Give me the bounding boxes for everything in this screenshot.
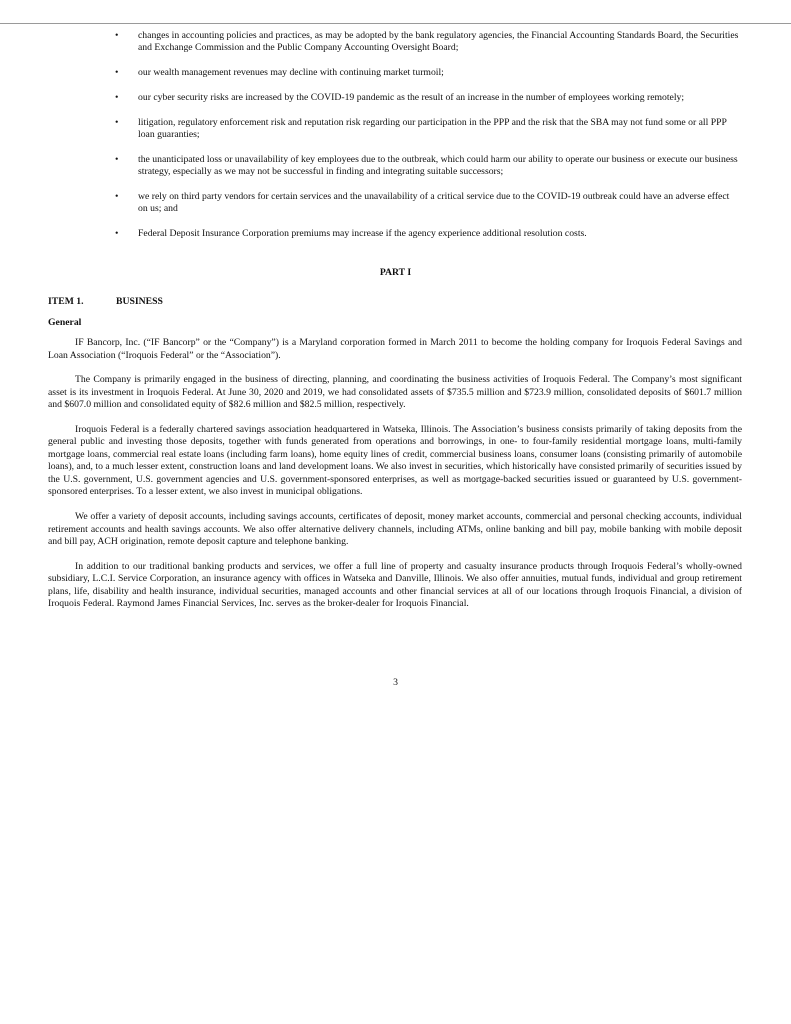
bullet-text: Federal Deposit Insurance Corporation premiums may increase if the agency experience additional resolution costs. xyxy=(138,227,587,239)
bullet-icon: • xyxy=(115,190,119,202)
bullet-icon: • xyxy=(115,67,119,79)
paragraph: IF Bancorp, Inc. (“IF Bancorp” or the “Company”) is a Maryland corporation formed in March 2011 to become the holding company for Iroquois Federal Savings and Loan Association (“Iroquois Federal” or the “Association”). xyxy=(48,337,742,361)
bullet-text: the unanticipated loss or unavailability of key employees due to the outbreak, which could harm our ability to operate our business or execute our business strategy, especially as we may not be successful in finding and integrating suitable successors; xyxy=(138,153,738,178)
risk-bullet-list xyxy=(115,30,740,253)
top-rule xyxy=(0,23,791,24)
bullet-text: our cyber security risks are increased by the COVID-19 pandemic as the result of an increase in the number of employees working remotely; xyxy=(138,91,685,103)
bullet-icon: • xyxy=(115,116,119,128)
bullet-item xyxy=(115,228,740,240)
part-title: PART I xyxy=(379,267,412,278)
bullet-item xyxy=(115,92,740,104)
item-number: ITEM 1. xyxy=(48,296,84,307)
bullet-item xyxy=(115,30,740,55)
paragraph: The Company is primarily engaged in the business of directing, planning, and coordinating the business activities of Iroquois Federal. The Company’s most significant asset is its investment in Iroquois Federal. At June 30, 2020 and 2019, we had consolidated assets of $735.5 million and $723.9 million, consolidated deposits of $601.7 million and $607.0 million and consolidated equity of $82.6 million and $82.5 million, respectively. xyxy=(48,374,742,411)
page-number: 3 xyxy=(393,677,398,688)
bullet-text: we rely on third party vendors for certain services and the unavailability of a critical service due to the COVID-19 outbreak could have an adverse effect on us; and xyxy=(138,190,730,215)
bullet-text: changes in accounting policies and practices, as may be adopted by the bank regulatory agencies, the Financial Accounting Standards Board, the Securities and Exchange Commission and the Public Company Accounting Oversight Board; xyxy=(138,30,739,54)
bullet-item xyxy=(115,191,740,216)
section-title: General xyxy=(48,317,82,328)
bullet-icon: • xyxy=(115,227,119,239)
paragraph: Iroquois Federal is a federally chartered savings association headquartered in Watseka, Illinois. The Association’s business consists primarily of taking deposits from the general public and investing those deposits, together with funds generated from operations and borrowings, in one- to four-family residential mortgage loans, multi-family mortgage loans, commercial real estate loans (including farm loans), home equity lines of credit, commercial business loans, consumer loans (consisting primarily of automobile loans), and, to a much lesser extent, construction loans and land development loans. We also invest in securities, which historically have consisted primarily of securities issued by the U.S. government, U.S. government agencies and U.S. government-sponsored enterprises, as well as mortgage-backed securities issued or guaranteed by U.S. government-sponsored enterprises. To a lesser extent, we also invest in municipal obligations. xyxy=(48,423,742,498)
bullet-item xyxy=(115,154,740,179)
bullet-text: litigation, regulatory enforcement risk and reputation risk regarding our participation in the PPP and the risk that the SBA may not fund some or all PPP loan guaranties; xyxy=(138,116,727,140)
body-text xyxy=(48,337,742,623)
bullet-item xyxy=(115,67,740,79)
bullet-icon: • xyxy=(115,91,119,103)
bullet-item xyxy=(115,117,740,142)
item-title: BUSINESS xyxy=(116,296,163,307)
item-heading xyxy=(48,296,163,307)
bullet-icon: • xyxy=(115,30,119,41)
bullet-icon: • xyxy=(115,153,119,165)
bullet-text: our wealth management revenues may decline with continuing market turmoil; xyxy=(138,67,444,79)
paragraph: We offer a variety of deposit accounts, including savings accounts, certificates of deposit, money market accounts, commercial and personal checking accounts, individual retirement accounts and health savings accounts. We also offer alternative delivery channels, including ATMs, online banking and bill pay, mobile banking with mobile deposit and bill pay, ACH origination, remote deposit capture and telephone banking. xyxy=(48,511,742,548)
paragraph: In addition to our traditional banking products and services, we offer a full line of property and casualty insurance products through Iroquois Federal’s wholly-owned subsidiary, L.C.I. Service Corporation, an insurance agency with offices in Watseka and Danville, Illinois. We also offer annuities, mutual funds, individual and group retirement plans, life, disability and health insurance, individual securities, managed accounts and other financial services at all of our locations through Iroquois Financial, a division of Iroquois Federal. Raymond James Financial Services, Inc. serves as the broker-dealer for Iroquois Financial. xyxy=(48,560,742,610)
